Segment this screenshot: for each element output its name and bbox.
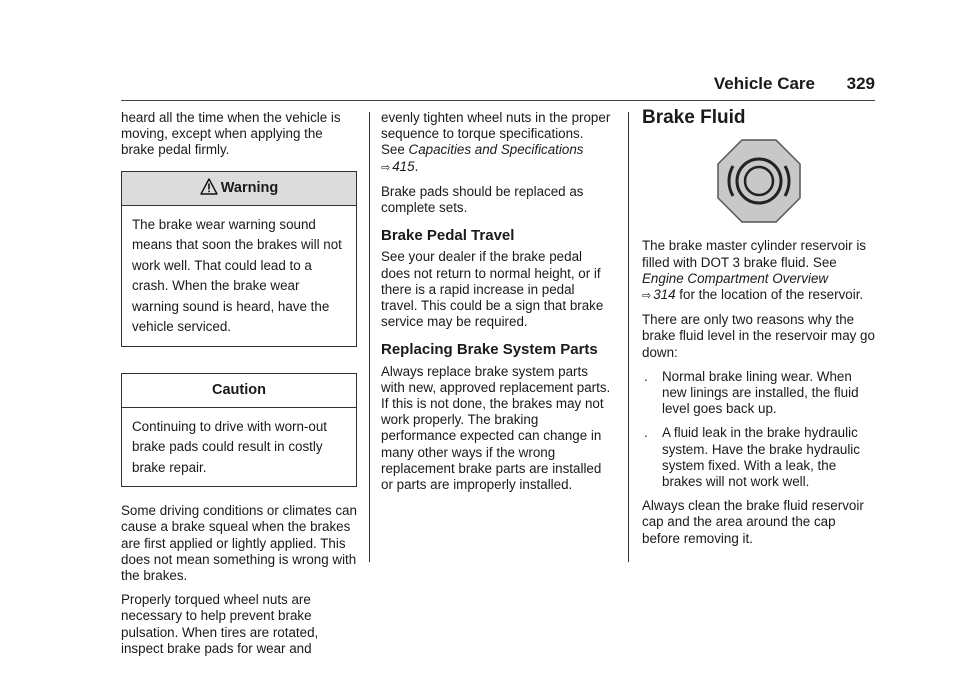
paragraph <box>642 238 876 304</box>
page-number: 329 <box>846 74 875 93</box>
paragraph: Always clean the brake fluid reservoir cap and the area around the cap before removing it. <box>642 498 864 546</box>
page-header <box>121 72 875 101</box>
paragraph: Properly torqued wheel nuts are necessary to help prevent brake pulsation. When tires are rotated, inspect brake pads for wear and <box>121 592 319 656</box>
warning-title: Warning <box>220 179 279 196</box>
bullet-mark: . <box>644 425 648 441</box>
cross-reference-link[interactable]: Engine Compartment Overview <box>642 270 829 286</box>
column-3 <box>642 107 876 555</box>
paragraph <box>381 110 611 176</box>
list-item <box>642 369 876 418</box>
caution-header: Caution <box>122 374 356 408</box>
page-reference-icon: ⇨ <box>381 161 391 174</box>
warning-body: The brake wear warning sound means that soon the brakes will not work well. That could lead to a crash. When the brake wear warning sound is heard, have the vehicle serviced. <box>132 216 342 335</box>
text: The brake master cylinder reservoir is filled with DOT 3 brake fluid. See <box>642 238 866 270</box>
intro-paragraph: heard all the time when the vehicle is moving, except when applying the brake pedal firmly. <box>121 110 341 158</box>
column-divider-1 <box>369 112 370 562</box>
list-item-text: A fluid leak in the brake hydraulic system. Have the brake hydraulic system fixed. With a leak, the brakes will not work well. <box>662 425 860 490</box>
text: . <box>414 158 419 174</box>
list-item <box>642 425 876 490</box>
page-reference-icon: ⇨ <box>642 290 652 303</box>
list-item-text: Normal brake lining wear. When new linings are installed, the fluid level goes back up. <box>662 368 859 417</box>
cross-reference-link[interactable]: Capacities and Specifications <box>408 142 584 158</box>
paragraph: Always replace brake system parts with new, approved replacement parts. If this is not done, the brakes may not work properly. The braking performance expected can change in many other ways if the wrong replacement brake parts are installed or parts are improperly installed. <box>381 363 611 493</box>
section-heading: Brake Pedal Travel <box>381 227 515 245</box>
paragraph: Brake pads should be replaced as complete sets. <box>381 183 584 216</box>
paragraph: There are only two reasons why the brake fluid level in the reservoir may go down: <box>642 312 875 360</box>
brake-fluid-symbol-icon <box>716 138 876 228</box>
page-reference[interactable]: 314 <box>653 287 676 303</box>
paragraph: Some driving conditions or climates can cause a brake squeal when the brakes are first applied or lightly applied. This does not mean something is wrong with the brakes. <box>121 503 357 583</box>
warning-triangle-icon <box>200 175 218 208</box>
text: evenly tighten wheel nuts in the proper sequence to torque specifications. See <box>381 110 611 158</box>
text: for the location of the reservoir. <box>675 287 864 303</box>
caution-box <box>121 373 357 488</box>
column-1 <box>121 110 357 665</box>
section-heading: Brake Fluid <box>642 107 746 128</box>
section-title: Vehicle Care <box>713 74 815 93</box>
column-divider-2 <box>628 112 629 562</box>
paragraph: See your dealer if the brake pedal does not return to normal height, or if there is a rapid increase in pedal travel. This could be a sign that brake service may be required. <box>381 249 604 330</box>
column-2 <box>381 110 611 501</box>
bullet-mark: . <box>644 368 648 384</box>
warning-box <box>121 171 357 347</box>
warning-header <box>122 172 356 206</box>
page-reference[interactable]: 415 <box>392 158 415 174</box>
caution-body: Continuing to drive with worn-out brake pads could result in costly brake repair. <box>132 418 328 475</box>
section-heading: Replacing Brake System Parts <box>381 341 598 359</box>
